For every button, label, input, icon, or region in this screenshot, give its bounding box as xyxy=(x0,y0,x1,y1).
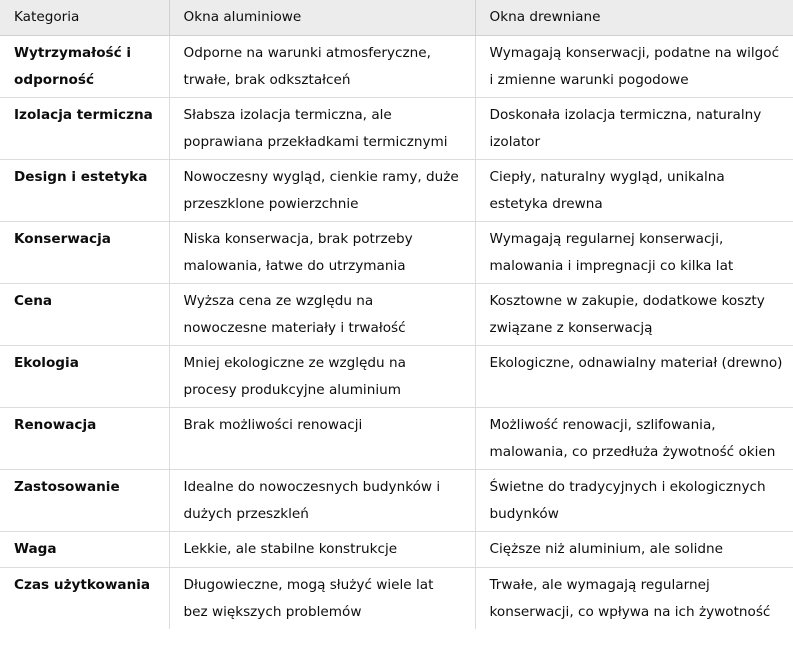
table-row xyxy=(0,36,793,98)
row-category: Wytrzymałość i odporność xyxy=(0,36,169,98)
header-row xyxy=(0,0,793,36)
row-wood: Świetne do tradycyjnych i ekologicznych budynków xyxy=(475,470,793,532)
header-aluminium: Okna aluminiowe xyxy=(169,0,475,36)
row-category: Renowacja xyxy=(0,408,169,470)
table-row xyxy=(0,470,793,532)
row-aluminium: Mniej ekologiczne ze względu na procesy produkcyjne aluminium xyxy=(169,346,475,408)
row-category: Izolacja termiczna xyxy=(0,98,169,160)
row-category: Waga xyxy=(0,532,169,568)
row-aluminium: Niska konserwacja, brak potrzeby malowania, łatwe do utrzymania xyxy=(169,222,475,284)
row-wood: Cięższe niż aluminium, ale solidne xyxy=(475,532,793,568)
table-row xyxy=(0,222,793,284)
header-category: Kategoria xyxy=(0,0,169,36)
row-category: Czas użytkowania xyxy=(14,577,151,593)
row-category: Ekologia xyxy=(0,346,169,408)
row-category: Design i estetyka xyxy=(0,160,169,222)
row-aluminium: Długowieczne, mogą służyć wiele lat bez większych problemów xyxy=(169,568,475,630)
row-wood: Wymagają regularnej konserwacji, malowania i impregnacji co kilka lat xyxy=(475,222,793,284)
table-row xyxy=(0,408,793,470)
row-aluminium: Lekkie, ale stabilne konstrukcje xyxy=(169,532,475,568)
table-row xyxy=(0,98,793,160)
row-aluminium: Wyższa cena ze względu na nowoczesne materiały i trwałość xyxy=(169,284,475,346)
table-header xyxy=(0,0,793,36)
table-row xyxy=(0,532,793,568)
row-category: Zastosowanie xyxy=(0,470,169,532)
row-wood: Ekologiczne, odnawialny materiał (drewno) xyxy=(475,346,793,408)
row-aluminium: Idealne do nowoczesnych budynków i dużych przeszkleń xyxy=(169,470,475,532)
table-row xyxy=(0,284,793,346)
table-body xyxy=(0,36,793,630)
row-category: Konserwacja xyxy=(0,222,169,284)
table-row xyxy=(0,346,793,408)
row-wood: Trwałe, ale wymagają regularnej konserwacji, co wpływa na ich żywotność xyxy=(475,568,793,630)
table-row xyxy=(0,160,793,222)
row-wood: Ciepły, naturalny wygląd, unikalna estetyka drewna xyxy=(475,160,793,222)
row-wood: Kosztowne w zakupie, dodatkowe koszty związane z konserwacją xyxy=(475,284,793,346)
row-aluminium: Słabsza izolacja termiczna, ale poprawiana przekładkami termicznymi xyxy=(169,98,475,160)
table-row xyxy=(0,568,793,630)
row-aluminium: Nowoczesny wygląd, cienkie ramy, duże przeszklone powierzchnie xyxy=(169,160,475,222)
header-wood: Okna drewniane xyxy=(475,0,793,36)
row-wood: Wymagają konserwacji, podatne na wilgoć i zmienne warunki pogodowe xyxy=(475,36,793,98)
row-aluminium: Brak możliwości renowacji xyxy=(169,408,475,470)
row-category: Cena xyxy=(0,284,169,346)
row-wood: Możliwość renowacji, szlifowania, malowania, co przedłuża żywotność okien xyxy=(475,408,793,470)
row-aluminium: Odporne na warunki atmosferyczne, trwałe, brak odkształceń xyxy=(169,36,475,98)
row-wood: Doskonała izolacja termiczna, naturalny izolator xyxy=(475,98,793,160)
